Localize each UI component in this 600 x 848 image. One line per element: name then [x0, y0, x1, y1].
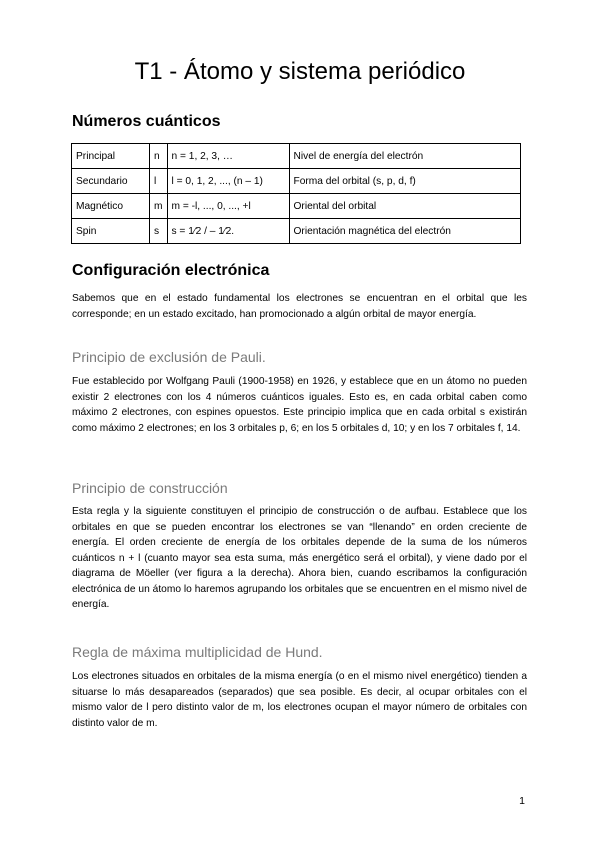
- quantum-numbers-table: [71, 143, 521, 244]
- section-heading-configuracion: Configuración electrónica: [72, 262, 270, 279]
- table-cell: n = 1, 2, 3, …: [167, 144, 289, 169]
- paragraph-construccion: Esta regla y la siguiente constituyen el principio de construcción o de aufbau. Establece que los orbitales en que se pueden encontrar los electrones se van “llenando” en orden creciente de energía. El orden creciente de energía de los orbitales depende de la suma de los números cuánticos n + l (cuanto mayor sea esta suma, más energético será el orbital), y viene dado por el diagrama de Möeller (ver figura a la derecha). Ahora bien, cuando escribamos la configuración electrónica de un átomo lo haremos agrupando los orbitales que se encuentren en el mismo nivel de energía.: [72, 506, 527, 610]
- table-cell: s = 1⁄2 / – 1⁄2.: [167, 219, 289, 244]
- table-cell: Principal: [72, 144, 150, 169]
- table-cell: Forma del orbital (s, p, d, f): [289, 169, 520, 194]
- page-title: T1 - Átomo y sistema periódico: [134, 58, 466, 85]
- paragraph-hund: Los electrones situados en orbitales de la misma energía (o en el mismo nivel energético) tienden a situarse lo más desapareados (separados) que sea posible. Es decir, al ocupar orbitales con el mismo valor de l pero distinto valor de m, los electrones ocupan el mayor número de orbitales con distinto valor de m.: [72, 671, 527, 729]
- table-cell: l: [150, 169, 168, 194]
- subheading-construccion: Principio de construcción: [72, 480, 228, 496]
- table-cell: s: [150, 219, 168, 244]
- subheading-hund: Regla de máxima multiplicidad de Hund.: [72, 644, 323, 660]
- table-cell: Oriental del orbital: [289, 194, 520, 219]
- table-cell: Orientación magnética del electrón: [289, 219, 520, 244]
- table-row: [72, 144, 521, 169]
- page-number: 1: [519, 795, 525, 807]
- table-cell: Spin: [72, 219, 150, 244]
- paragraph-configuracion: Sabemos que en el estado fundamental los electrones se encuentran en el orbital que les corresponde; en un estado excitado, han promocionado a algún orbital de mayor energía.: [72, 293, 527, 320]
- table-cell: Secundario: [72, 169, 150, 194]
- table-row: [72, 169, 521, 194]
- table-cell: m: [150, 194, 168, 219]
- section-heading-numeros-cuanticos: Números cuánticos: [72, 113, 221, 130]
- table-cell: m = -l, ..., 0, ..., +l: [167, 194, 289, 219]
- table-cell: Magnético: [72, 194, 150, 219]
- table-cell: n: [150, 144, 168, 169]
- paragraph-pauli: Fue establecido por Wolfgang Pauli (1900-1958) en 1926, y establece que en un átomo no pueden existir 2 electrones con los 4 números cuánticos iguales. Esto es, en cada orbital caben como máximo 2 electrones, con espines opuestos. Este principio implica que en cada orbital s existirán como máximo 2 electrones; en los 3 orbitales p, 6; en los 5 orbitales d, 10; y en los 7 orbitales f, 14.: [72, 376, 527, 434]
- subheading-pauli: Principio de exclusión de Pauli.: [72, 349, 266, 365]
- table-row: [72, 219, 521, 244]
- table-row: [72, 194, 521, 219]
- table-cell: l = 0, 1, 2, ..., (n – 1): [167, 169, 289, 194]
- table-cell: Nivel de energía del electrón: [289, 144, 520, 169]
